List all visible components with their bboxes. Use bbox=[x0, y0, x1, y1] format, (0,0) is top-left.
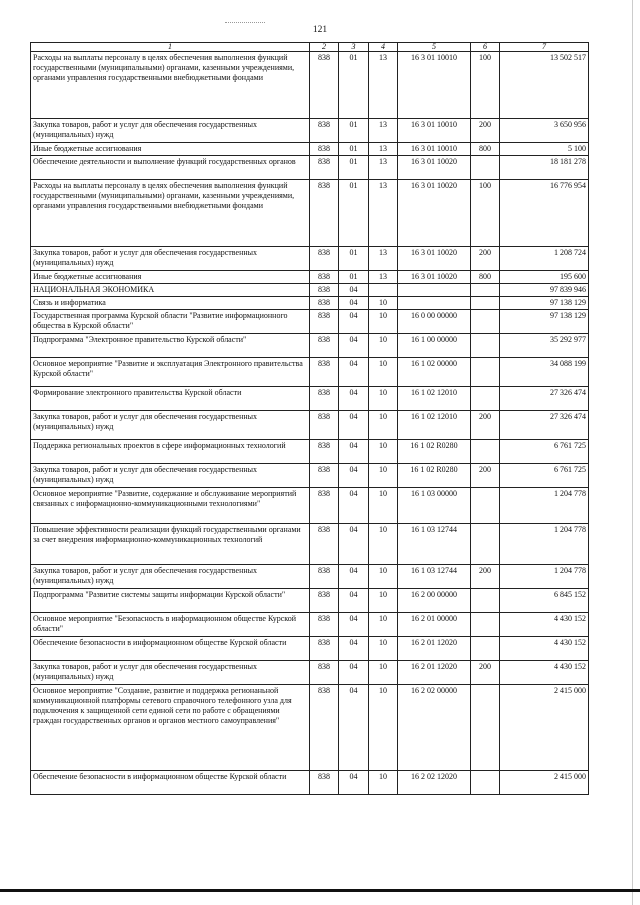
row-pr-cell: 10 bbox=[369, 613, 398, 637]
row-gr-cell: 838 bbox=[310, 685, 339, 771]
table-row bbox=[31, 613, 589, 637]
budget-table bbox=[30, 42, 589, 795]
table-row bbox=[31, 156, 589, 180]
row-gr-cell: 838 bbox=[310, 387, 339, 411]
row-vr-cell: 100 bbox=[471, 180, 500, 247]
row-rz-cell: 04 bbox=[339, 310, 369, 334]
row-cs-cell: 16 1 02 12010 bbox=[398, 387, 471, 411]
row-pr-cell: 10 bbox=[369, 637, 398, 661]
row-sum-cell: 27 326 474 bbox=[500, 411, 589, 440]
row-gr-cell: 838 bbox=[310, 661, 339, 685]
row-cs-cell: 16 1 03 12744 bbox=[398, 524, 471, 565]
scan-edge-line bbox=[632, 0, 633, 905]
header-cell: 3 bbox=[339, 43, 369, 52]
header-cell: 1 bbox=[31, 43, 310, 52]
row-pr-cell: 10 bbox=[369, 565, 398, 589]
row-sum-cell: 6 761 725 bbox=[500, 464, 589, 488]
row-vr-cell bbox=[471, 685, 500, 771]
row-rz-cell: 04 bbox=[339, 297, 369, 310]
row-vr-cell bbox=[471, 310, 500, 334]
row-gr-cell: 838 bbox=[310, 524, 339, 565]
row-rz-cell: 04 bbox=[339, 661, 369, 685]
row-pr-cell: 10 bbox=[369, 387, 398, 411]
row-rz-cell: 04 bbox=[339, 284, 369, 297]
row-gr-cell: 838 bbox=[310, 440, 339, 464]
table-row bbox=[31, 488, 589, 524]
row-cs-cell: 16 3 01 10020 bbox=[398, 156, 471, 180]
row-rz-cell: 01 bbox=[339, 143, 369, 156]
row-cs-cell: 16 1 02 12010 bbox=[398, 411, 471, 440]
row-gr-cell: 838 bbox=[310, 271, 339, 284]
row-gr-cell: 838 bbox=[310, 358, 339, 387]
row-name-cell: Обеспечение безопасности в информационном обществе Курской области bbox=[31, 771, 310, 795]
table-row bbox=[31, 589, 589, 613]
row-name-cell: Иные бюджетные ассигнования bbox=[31, 143, 310, 156]
row-rz-cell: 04 bbox=[339, 613, 369, 637]
row-rz-cell: 04 bbox=[339, 771, 369, 795]
row-name-cell: Основное мероприятие "Создание, развитие и поддержка регионаньной коммуникационной платформы сетевого справочного телефонного узла для подключения к защищенной сети единой сети по работе с обращениями граждан государственных органов и органов местного самоуправления" bbox=[31, 685, 310, 771]
table-row bbox=[31, 685, 589, 771]
row-sum-cell: 97 138 129 bbox=[500, 297, 589, 310]
row-vr-cell bbox=[471, 771, 500, 795]
row-gr-cell: 838 bbox=[310, 310, 339, 334]
row-vr-cell bbox=[471, 488, 500, 524]
table-row bbox=[31, 271, 589, 284]
table-row bbox=[31, 637, 589, 661]
table-row bbox=[31, 334, 589, 358]
row-vr-cell bbox=[471, 387, 500, 411]
row-sum-cell: 6 761 725 bbox=[500, 440, 589, 464]
row-sum-cell: 4 430 152 bbox=[500, 613, 589, 637]
row-gr-cell: 838 bbox=[310, 297, 339, 310]
row-rz-cell: 04 bbox=[339, 464, 369, 488]
row-pr-cell: 13 bbox=[369, 143, 398, 156]
header-cell: 6 bbox=[471, 43, 500, 52]
row-sum-cell: 1 204 778 bbox=[500, 565, 589, 589]
row-cs-cell: 16 0 00 00000 bbox=[398, 310, 471, 334]
row-vr-cell: 200 bbox=[471, 661, 500, 685]
row-name-cell: Закупка товаров, работ и услуг для обеспечения государственных (муниципальных) нужд bbox=[31, 119, 310, 143]
table-row bbox=[31, 524, 589, 565]
row-gr-cell: 838 bbox=[310, 143, 339, 156]
row-gr-cell: 838 bbox=[310, 464, 339, 488]
row-sum-cell: 1 208 724 bbox=[500, 247, 589, 271]
row-sum-cell: 3 650 956 bbox=[500, 119, 589, 143]
row-pr-cell: 10 bbox=[369, 524, 398, 565]
row-pr-cell: 10 bbox=[369, 685, 398, 771]
row-rz-cell: 01 bbox=[339, 52, 369, 119]
row-rz-cell: 04 bbox=[339, 637, 369, 661]
row-cs-cell bbox=[398, 284, 471, 297]
row-rz-cell: 04 bbox=[339, 685, 369, 771]
row-sum-cell: 27 326 474 bbox=[500, 387, 589, 411]
row-name-cell: НАЦИОНАЛЬНАЯ ЭКОНОМИКА bbox=[31, 284, 310, 297]
row-name-cell: Повышение эффективности реализации функций государственными органами за счет внедрения информационно-коммуникационных технологий bbox=[31, 524, 310, 565]
row-rz-cell: 04 bbox=[339, 524, 369, 565]
row-sum-cell: 18 181 278 bbox=[500, 156, 589, 180]
row-pr-cell: 13 bbox=[369, 247, 398, 271]
row-rz-cell: 04 bbox=[339, 488, 369, 524]
row-rz-cell: 04 bbox=[339, 358, 369, 387]
row-sum-cell: 13 502 517 bbox=[500, 52, 589, 119]
row-pr-cell: 13 bbox=[369, 52, 398, 119]
row-name-cell: Расходы на выплаты персоналу в целях обеспечения выполнения функций государственными (муниципальными) органами, казенными учреждениями, органами управления государственными внебюджетными фондами bbox=[31, 180, 310, 247]
row-vr-cell: 200 bbox=[471, 464, 500, 488]
row-cs-cell: 16 3 01 10020 bbox=[398, 271, 471, 284]
row-name-cell: Основное мероприятие "Развитие, содержание и обслуживание мероприятий связанных с информационно-коммуникационными технологиями" bbox=[31, 488, 310, 524]
row-cs-cell: 16 3 01 10010 bbox=[398, 119, 471, 143]
row-rz-cell: 04 bbox=[339, 411, 369, 440]
row-pr-cell: 10 bbox=[369, 464, 398, 488]
row-name-cell: Закупка товаров, работ и услуг для обеспечения государственных (муниципальных) нужд bbox=[31, 411, 310, 440]
row-cs-cell: 16 3 01 10010 bbox=[398, 52, 471, 119]
header-cell: 5 bbox=[398, 43, 471, 52]
row-pr-cell bbox=[369, 284, 398, 297]
scan-bottom-bar bbox=[0, 889, 640, 892]
table-row bbox=[31, 440, 589, 464]
row-vr-cell: 200 bbox=[471, 247, 500, 271]
row-vr-cell: 800 bbox=[471, 143, 500, 156]
row-sum-cell: 16 776 954 bbox=[500, 180, 589, 247]
row-vr-cell bbox=[471, 334, 500, 358]
row-rz-cell: 01 bbox=[339, 271, 369, 284]
row-gr-cell: 838 bbox=[310, 180, 339, 247]
table-header-row bbox=[31, 43, 589, 52]
row-gr-cell: 838 bbox=[310, 613, 339, 637]
row-vr-cell bbox=[471, 613, 500, 637]
row-cs-cell: 16 1 03 12744 bbox=[398, 565, 471, 589]
header-cell: 4 bbox=[369, 43, 398, 52]
row-cs-cell: 16 2 00 00000 bbox=[398, 589, 471, 613]
row-name-cell: Связь и информатика bbox=[31, 297, 310, 310]
row-rz-cell: 01 bbox=[339, 119, 369, 143]
row-name-cell: Обеспечение деятельности и выполнение функций государственных органов bbox=[31, 156, 310, 180]
row-sum-cell: 2 415 000 bbox=[500, 685, 589, 771]
table-row bbox=[31, 143, 589, 156]
row-name-cell: Расходы на выплаты персоналу в целях обеспечения выполнения функций государственными (муниципальными) органами, казенными учреждениями, органами управления государственными внебюджетными фондами bbox=[31, 52, 310, 119]
header-cell: 7 bbox=[500, 43, 589, 52]
row-cs-cell: 16 3 01 10010 bbox=[398, 143, 471, 156]
row-name-cell: Закупка товаров, работ и услуг для обеспечения государственных (муниципальных) нужд bbox=[31, 247, 310, 271]
row-vr-cell: 200 bbox=[471, 565, 500, 589]
row-name-cell: Иные бюджетные ассигнования bbox=[31, 271, 310, 284]
row-gr-cell: 838 bbox=[310, 637, 339, 661]
row-cs-cell: 16 2 02 00000 bbox=[398, 685, 471, 771]
row-rz-cell: 01 bbox=[339, 180, 369, 247]
row-pr-cell: 10 bbox=[369, 661, 398, 685]
row-gr-cell: 838 bbox=[310, 284, 339, 297]
table-row bbox=[31, 464, 589, 488]
row-sum-cell: 6 845 152 bbox=[500, 589, 589, 613]
row-pr-cell: 10 bbox=[369, 358, 398, 387]
row-cs-cell: 16 1 00 00000 bbox=[398, 334, 471, 358]
row-vr-cell bbox=[471, 358, 500, 387]
table-row bbox=[31, 771, 589, 795]
row-cs-cell: 16 1 03 00000 bbox=[398, 488, 471, 524]
row-name-cell: Государственная программа Курской области "Развитие информационного общества в Курской области" bbox=[31, 310, 310, 334]
row-pr-cell: 13 bbox=[369, 180, 398, 247]
row-sum-cell: 35 292 977 bbox=[500, 334, 589, 358]
row-vr-cell bbox=[471, 637, 500, 661]
budget-table-container bbox=[30, 42, 588, 795]
row-pr-cell: 10 bbox=[369, 334, 398, 358]
row-name-cell: Основное мероприятие "Безопасность в информационном обществе Курской области" bbox=[31, 613, 310, 637]
row-rz-cell: 04 bbox=[339, 565, 369, 589]
row-vr-cell: 200 bbox=[471, 411, 500, 440]
row-pr-cell: 10 bbox=[369, 488, 398, 524]
row-pr-cell: 10 bbox=[369, 297, 398, 310]
row-pr-cell: 13 bbox=[369, 119, 398, 143]
row-vr-cell bbox=[471, 284, 500, 297]
row-cs-cell: 16 2 01 12020 bbox=[398, 661, 471, 685]
row-rz-cell: 04 bbox=[339, 387, 369, 411]
row-sum-cell: 97 839 946 bbox=[500, 284, 589, 297]
row-name-cell: Основное мероприятие "Развитие и эксплуатация Электронного правительства Курской области" bbox=[31, 358, 310, 387]
row-vr-cell bbox=[471, 524, 500, 565]
table-row bbox=[31, 180, 589, 247]
row-cs-cell: 16 1 02 R0280 bbox=[398, 440, 471, 464]
row-vr-cell bbox=[471, 156, 500, 180]
row-gr-cell: 838 bbox=[310, 565, 339, 589]
row-sum-cell: 1 204 778 bbox=[500, 524, 589, 565]
row-gr-cell: 838 bbox=[310, 52, 339, 119]
row-cs-cell: 16 1 02 00000 bbox=[398, 358, 471, 387]
row-sum-cell: 5 100 bbox=[500, 143, 589, 156]
row-name-cell: Подпрограмма "Развитие системы защиты информации Курской области" bbox=[31, 589, 310, 613]
row-cs-cell bbox=[398, 297, 471, 310]
row-name-cell: Обеспечение безопасности в информационном обществе Курской области bbox=[31, 637, 310, 661]
row-gr-cell: 838 bbox=[310, 156, 339, 180]
table-row bbox=[31, 310, 589, 334]
table-row bbox=[31, 411, 589, 440]
row-vr-cell: 200 bbox=[471, 119, 500, 143]
header-cell: 2 bbox=[310, 43, 339, 52]
row-sum-cell: 2 415 000 bbox=[500, 771, 589, 795]
row-cs-cell: 16 2 02 12020 bbox=[398, 771, 471, 795]
row-rz-cell: 04 bbox=[339, 589, 369, 613]
row-sum-cell: 195 600 bbox=[500, 271, 589, 284]
row-rz-cell: 04 bbox=[339, 334, 369, 358]
row-cs-cell: 16 2 01 12020 bbox=[398, 637, 471, 661]
row-pr-cell: 10 bbox=[369, 440, 398, 464]
row-name-cell: Закупка товаров, работ и услуг для обеспечения государственных (муниципальных) нужд bbox=[31, 661, 310, 685]
row-name-cell: Подпрограмма "Электронное правительство Курской области" bbox=[31, 334, 310, 358]
row-sum-cell: 1 204 778 bbox=[500, 488, 589, 524]
row-sum-cell: 4 430 152 bbox=[500, 661, 589, 685]
row-pr-cell: 10 bbox=[369, 310, 398, 334]
row-gr-cell: 838 bbox=[310, 589, 339, 613]
row-vr-cell bbox=[471, 440, 500, 464]
row-cs-cell: 16 2 01 00000 bbox=[398, 613, 471, 637]
row-gr-cell: 838 bbox=[310, 411, 339, 440]
row-name-cell: Поддержка региональных проектов в сфере информационных технологий bbox=[31, 440, 310, 464]
row-gr-cell: 838 bbox=[310, 488, 339, 524]
row-name-cell: Закупка товаров, работ и услуг для обеспечения государственных (муниципальных) нужд bbox=[31, 565, 310, 589]
row-sum-cell: 97 138 129 bbox=[500, 310, 589, 334]
row-gr-cell: 838 bbox=[310, 771, 339, 795]
row-rz-cell: 01 bbox=[339, 247, 369, 271]
table-row bbox=[31, 247, 589, 271]
row-pr-cell: 10 bbox=[369, 589, 398, 613]
row-cs-cell: 16 1 02 R0280 bbox=[398, 464, 471, 488]
row-pr-cell: 10 bbox=[369, 771, 398, 795]
table-row bbox=[31, 284, 589, 297]
table-row bbox=[31, 565, 589, 589]
table-row bbox=[31, 297, 589, 310]
row-vr-cell: 100 bbox=[471, 52, 500, 119]
table-row bbox=[31, 52, 589, 119]
table-row bbox=[31, 358, 589, 387]
row-gr-cell: 838 bbox=[310, 247, 339, 271]
row-pr-cell: 13 bbox=[369, 156, 398, 180]
row-sum-cell: 34 088 199 bbox=[500, 358, 589, 387]
row-vr-cell bbox=[471, 589, 500, 613]
row-cs-cell: 16 3 01 10020 bbox=[398, 180, 471, 247]
row-vr-cell bbox=[471, 297, 500, 310]
row-pr-cell: 13 bbox=[369, 271, 398, 284]
table-row bbox=[31, 661, 589, 685]
row-gr-cell: 838 bbox=[310, 334, 339, 358]
row-rz-cell: 04 bbox=[339, 440, 369, 464]
row-sum-cell: 4 430 152 bbox=[500, 637, 589, 661]
row-pr-cell: 10 bbox=[369, 411, 398, 440]
row-vr-cell: 800 bbox=[471, 271, 500, 284]
row-rz-cell: 01 bbox=[339, 156, 369, 180]
table-row bbox=[31, 387, 589, 411]
row-cs-cell: 16 3 01 10020 bbox=[398, 247, 471, 271]
table-row bbox=[31, 119, 589, 143]
row-name-cell: Закупка товаров, работ и услуг для обеспечения государственных (муниципальных) нужд bbox=[31, 464, 310, 488]
page-number: 121 bbox=[312, 25, 328, 35]
row-name-cell: Формирование электронного правительства Курской области bbox=[31, 387, 310, 411]
row-gr-cell: 838 bbox=[310, 119, 339, 143]
